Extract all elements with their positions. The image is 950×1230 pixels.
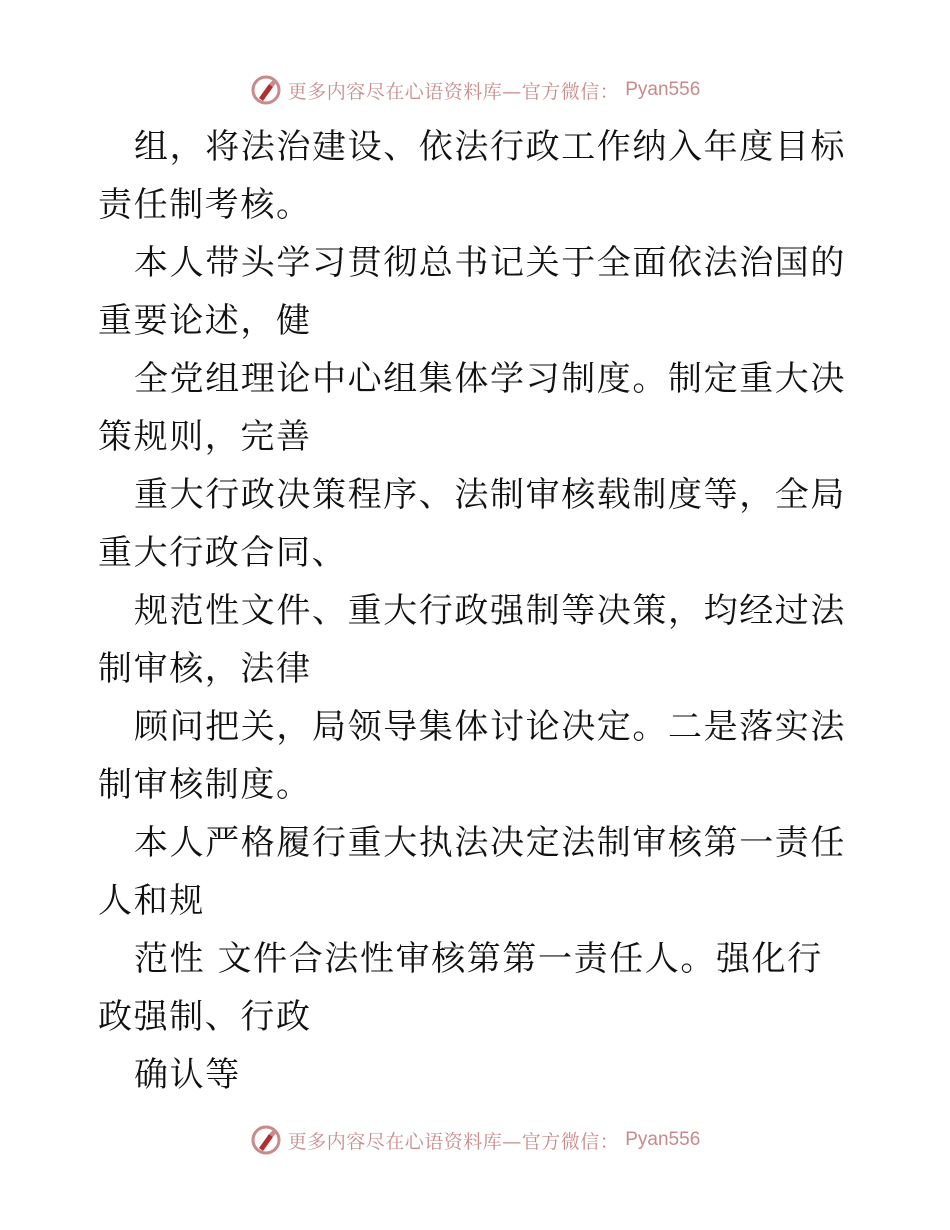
paragraph: 组，将法治建设、依法行政工作纳入年度目标责任制考核。 xyxy=(98,127,846,225)
paragraph: 重大行政决策程序、法制审核载制度等，全局重大行政合同、 xyxy=(98,475,846,573)
watermark-text: 更多内容尽在心语资料库—官方微信： xyxy=(287,80,620,103)
header-watermark xyxy=(0,70,950,110)
paragraph: 本人严格履行重大执法决定法制审核第一责任人和规 xyxy=(98,823,846,921)
paragraph: 本人带头学习贯彻总书记关于全面依法治国的重要论述，健 xyxy=(98,243,846,341)
pen-nib-circle-icon xyxy=(250,74,282,106)
paragraph: 顾问把关，局领导集体讨论决定。二是落实法制审核制度。 xyxy=(98,707,846,805)
paragraph: 确认等 xyxy=(134,1055,241,1095)
watermark-wechat-id: Pyan556 xyxy=(625,1129,701,1150)
paragraph: 范性 文件合法性审核第第一责任人。强化行政强制、行政 xyxy=(98,939,823,1037)
watermark-wechat-id: Pyan556 xyxy=(625,79,701,100)
pen-nib-circle-icon xyxy=(250,1124,282,1156)
paragraph: 全党组理论中心组集体学习制度。制定重大决策规则，完善 xyxy=(98,359,846,457)
document-body xyxy=(98,118,858,1104)
footer-watermark xyxy=(0,1120,950,1160)
watermark-text: 更多内容尽在心语资料库—官方微信： xyxy=(287,1130,620,1153)
paragraph: 规范性文件、重大行政强制等决策，均经过法制审核，法律 xyxy=(98,591,846,689)
